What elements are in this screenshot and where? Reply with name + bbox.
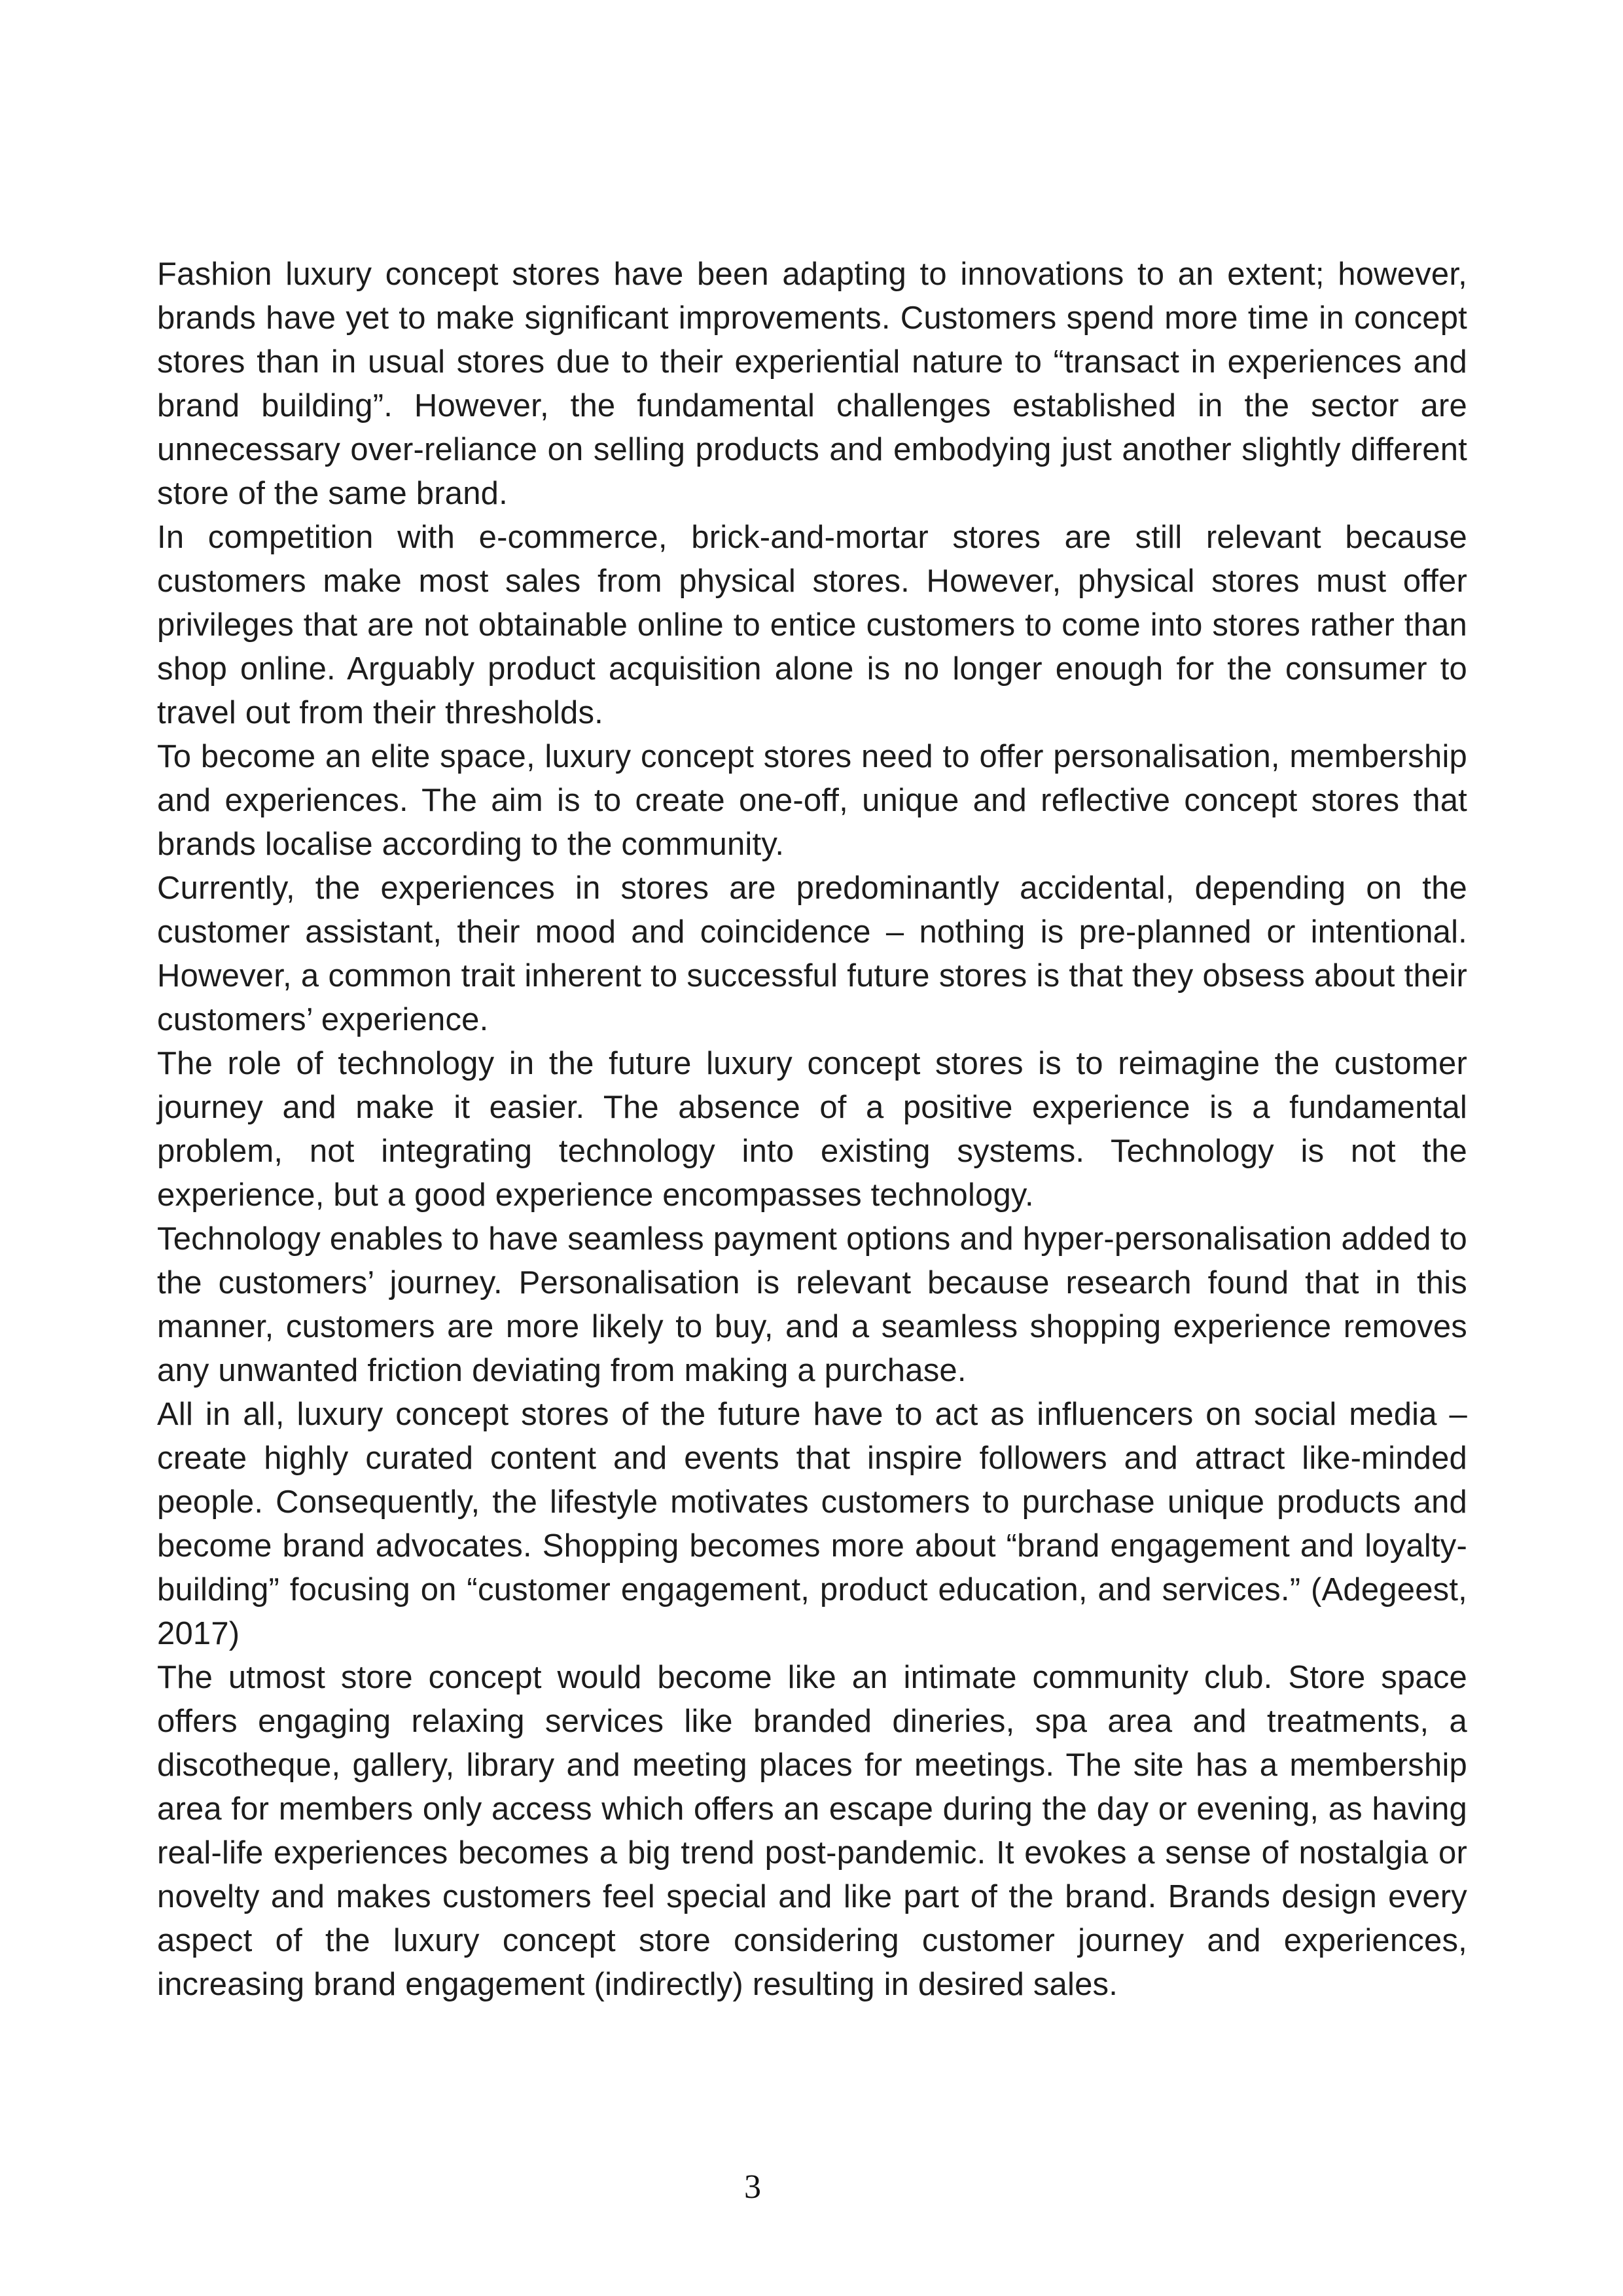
paragraph-role-of-technology: The role of technology in the future luxury concept stores is to reimagine the customer journey and make it easier. The absence of a positive experience is a fundamental problem, not integrating technology into existing systems. Technology is not the experience, but a good experience encompasses technology. [157, 1046, 1467, 1213]
paragraph-social-media-influencers: All in all, luxury concept stores of the future have to act as influencers on social media – create highly curated content and events that inspire followers and attract like-minded people. Consequently, the lifestyle motivates customers to purchase unique products and become brand advocates. Shopping becomes more about “brand engagement and loyalty-building” focusing on “customer engagement, product education, and services.” (Adegeest, 2017) [157, 1397, 1467, 1651]
body-text [157, 253, 1467, 2007]
paragraph-competition-ecommerce: In competition with e-commerce, brick-and-mortar stores are still relevant because customers make most sales from physical stores. However, physical stores must offer privileges that are not obtainable online to entice customers to come into stores rather than shop online. Arguably product acquisition alone is no longer enough for the consumer to travel out from their thresholds. [157, 520, 1467, 730]
paragraph-community-club: The utmost store concept would become like an intimate community club. Store space offers engaging relaxing services like branded dineries, spa area and treatments, a discotheque, gallery, library and meeting places for meetings. The site has a membership area for members only access which offers an escape during the day or evening, as having real-life experiences becomes a big trend post-pandemic. It evokes a sense of nostalgia or novelty and makes customers feel special and like part of the brand. Brands design every aspect of the luxury concept store considering customer journey and experiences, increasing brand engagement (indirectly) resulting in desired sales. [157, 1660, 1467, 2002]
page-footer [0, 2168, 1505, 2207]
paragraph-elite-space: To become an elite space, luxury concept stores need to offer personalisation, membership and experiences. The aim is to create one-off, unique and reflective concept stores that brands localise according to the community. [157, 739, 1467, 862]
paragraph-fashion-luxury-adapting: Fashion luxury concept stores have been adapting to innovations to an extent; however, brands have yet to make significant improvements. Customers spend more time in concept stores than in usual stores due to their experiential nature to “transact in experiences and brand building”. However, the fundamental challenges established in the sector are unnecessary over-reliance on selling products and embodying just another slightly different store of the same brand. [157, 257, 1467, 511]
page-number: 3 [744, 2168, 761, 2206]
paragraph-seamless-payment: Technology enables to have seamless payment options and hyper-personalisation added to the customers’ journey. Personalisation is relevant because research found that in this manner, customers are more likely to buy, and a seamless shopping experience removes any unwanted friction deviating from making a purchase. [157, 1221, 1467, 1388]
paragraph-accidental-experiences: Currently, the experiences in stores are predominantly accidental, depending on the customer assistant, their mood and coincidence – nothing is pre-planned or intentional. However, a common trait inherent to successful future stores is that they obsess about their customers’ experience. [157, 870, 1467, 1037]
